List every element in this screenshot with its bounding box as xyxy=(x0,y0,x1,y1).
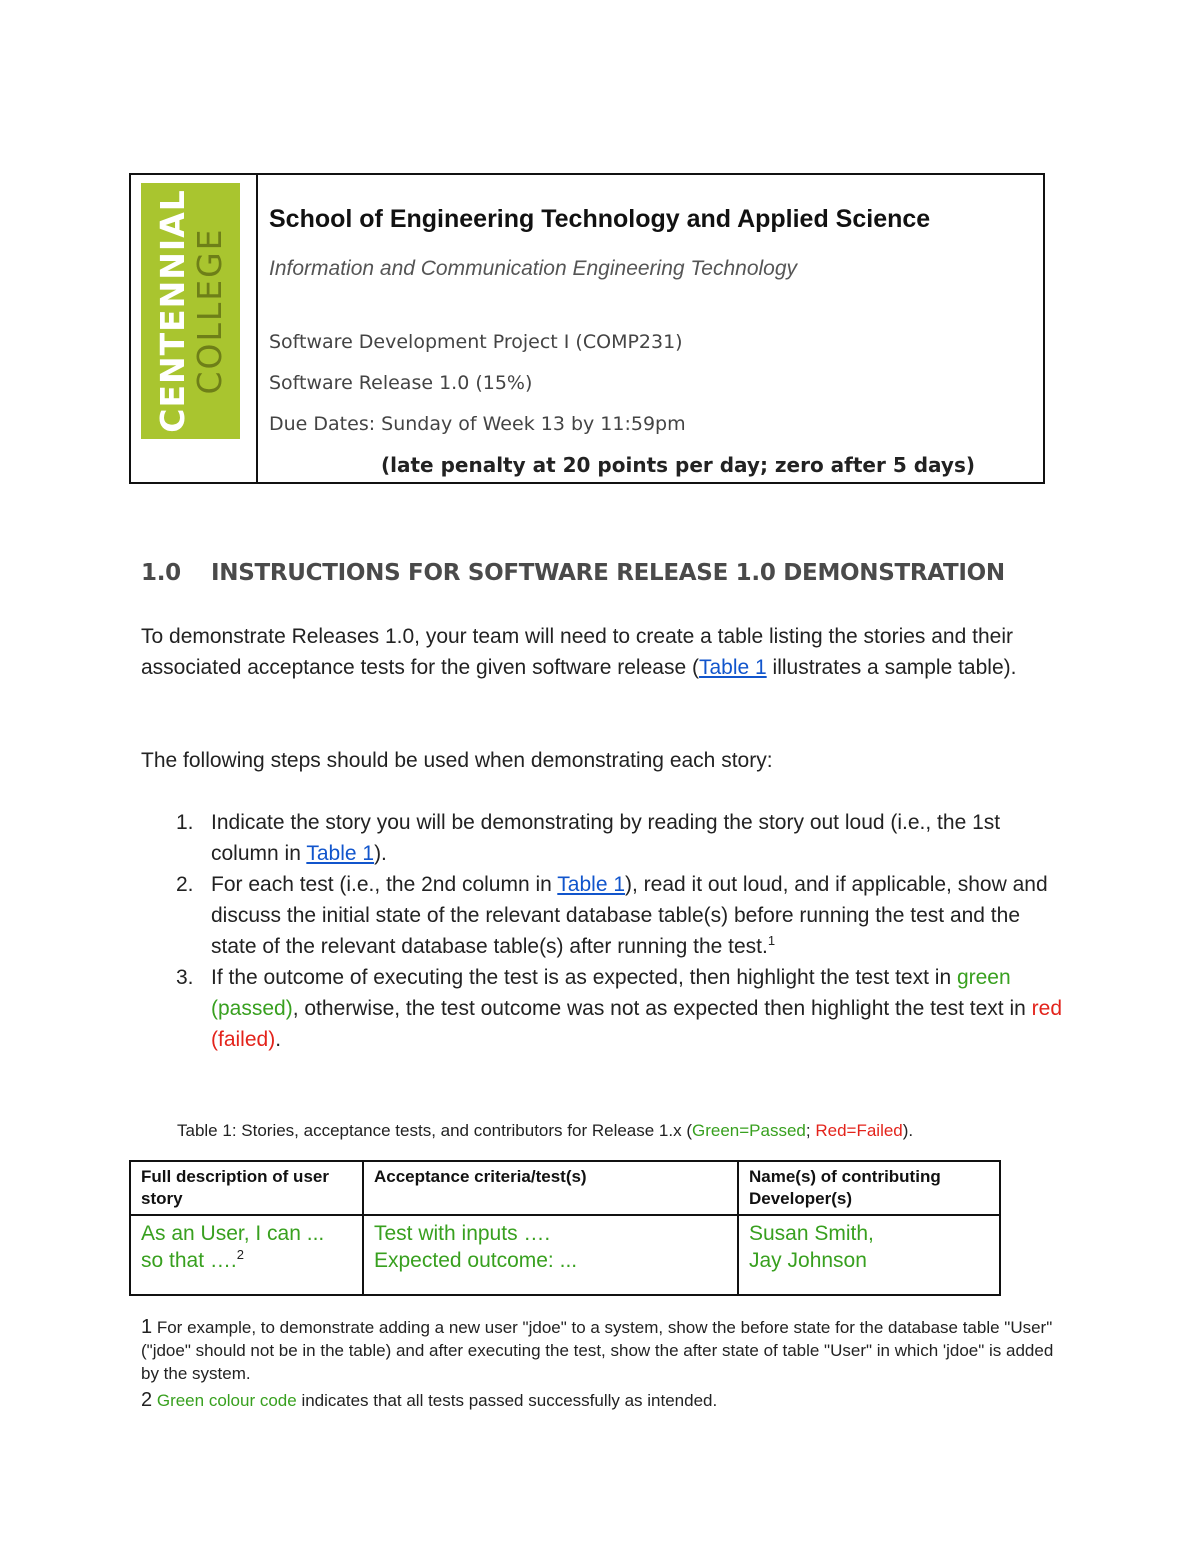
logo-wordmark: CENTENNIAL xyxy=(152,189,192,433)
steps-list xyxy=(141,807,1071,1055)
section-heading xyxy=(141,560,1005,586)
footnote-ref[interactable]: 2 xyxy=(236,1247,244,1262)
test-cell: Test with inputs …. Expected outcome: ... xyxy=(363,1215,738,1295)
course-header xyxy=(129,173,1045,484)
school-name: School of Engineering Technology and Applied Science xyxy=(269,205,931,233)
release-name: Software Release 1.0 (15%) xyxy=(269,372,533,394)
table-1-link[interactable]: Table 1 xyxy=(557,873,626,896)
column-header: Name(s) of contributing Developer(s) xyxy=(738,1161,1000,1215)
stories-table xyxy=(129,1160,1001,1296)
intro-paragraph: To demonstrate Releases 1.0, your team will need to create a table listing the stories and their associated acceptance tests for the given software release (Table 1 illustrates a sample table). xyxy=(141,625,1017,679)
footnote-1: 1 For example, to demonstrate adding a new user "jdoe" to a system, show the before state for the database table "User" ("jdoe" should not be in the table) and after executing the test, show the after state of table "User" in which 'jdoe" is added by the system. xyxy=(141,1316,1054,1383)
table-caption: Table 1: Stories, acceptance tests, and contributors for Release 1.x (Green=Passed; Red=Failed). xyxy=(177,1121,914,1140)
late-penalty: (late penalty at 20 points per day; zero after 5 days) xyxy=(381,453,975,477)
list-item: 1. Indicate the story you will be demonstrating by reading the story out loud (i.e., the 1st column in Table 1). xyxy=(176,811,1001,865)
logo-cell xyxy=(131,175,258,482)
table-row xyxy=(130,1215,1000,1295)
passed-label: green (passed) xyxy=(211,966,1011,1020)
list-item: 3. If the outcome of executing the test is as expected, then highlight the test text in green (passed), otherwise, the test outcome was not as expected then highlight the test text in red (failed). xyxy=(176,966,1062,1051)
column-header: Acceptance criteria/test(s) xyxy=(363,1161,738,1215)
course-name: Software Development Project I (COMP231) xyxy=(269,331,683,353)
failed-label: red (failed) xyxy=(211,997,1062,1051)
footnote-2: 2 Green colour code indicates that all tests passed successfully as intended. xyxy=(141,1389,718,1411)
column-header: Full description of user story xyxy=(130,1161,363,1215)
story-cell: As an User, I can ... so that ….$^2$ xyxy=(130,1215,363,1295)
table-1-link[interactable]: Table 1 xyxy=(698,656,767,679)
developer-cell: Susan Smith, Jay Johnson xyxy=(738,1215,1000,1295)
table-1-link[interactable]: Table 1 xyxy=(306,842,375,865)
section-title: INSTRUCTIONS FOR SOFTWARE RELEASE 1.0 DEMONSTRATION xyxy=(211,560,1005,586)
section-number: 1.0 xyxy=(141,560,181,586)
list-item: 2. For each test (i.e., the 2nd column in Table 1), read it out loud, and if applicable, show and discuss the initial state of the relevant database table(s) before running the test and the state of the relevant database table(s) after running the test.$^1$ xyxy=(176,873,1048,958)
centennial-college-logo xyxy=(141,183,240,439)
due-date: Due Dates: Sunday of Week 13 by 11:59pm xyxy=(269,413,686,435)
table-header-row xyxy=(130,1161,1000,1215)
logo-subword: COLLEGE xyxy=(189,227,229,395)
program-name: Information and Communication Engineering Technology xyxy=(269,257,798,280)
steps-intro: The following steps should be used when demonstrating each story: xyxy=(141,749,773,772)
footnote-ref[interactable]: 1 xyxy=(767,933,776,948)
